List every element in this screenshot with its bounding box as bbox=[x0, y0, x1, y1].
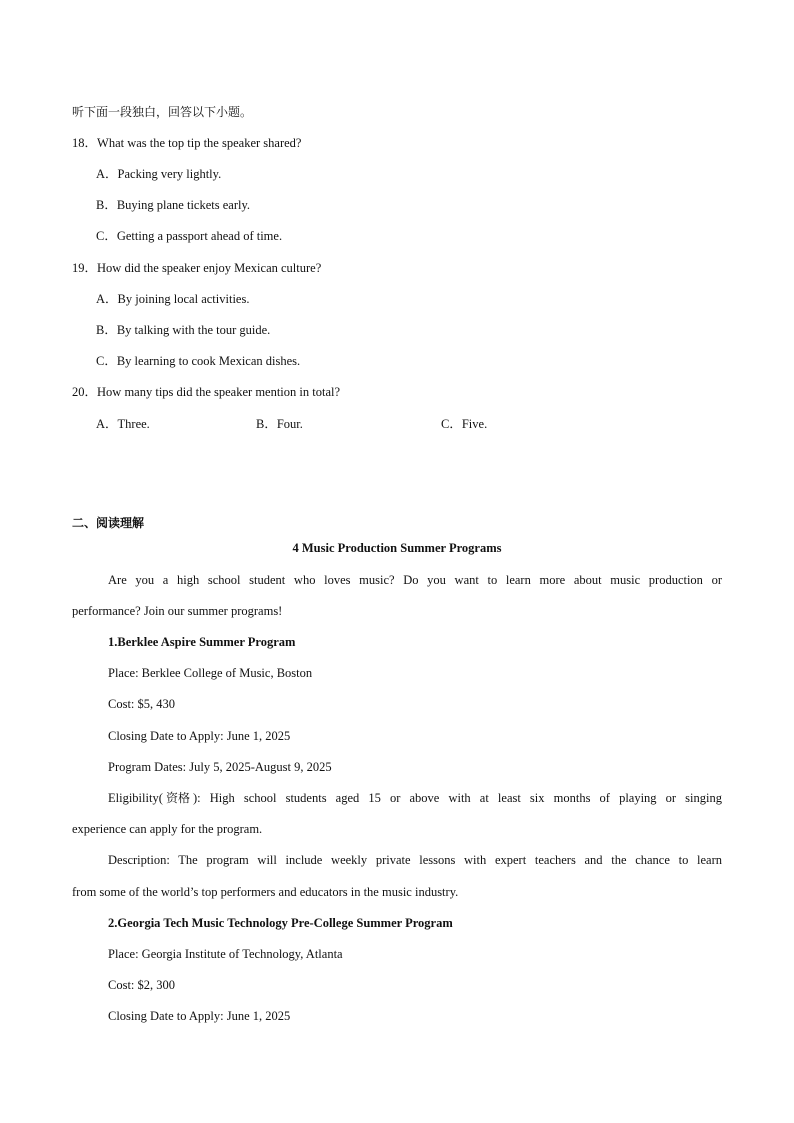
option-text: Five. bbox=[461, 417, 488, 431]
option-text: By learning to cook Mexican dishes. bbox=[116, 354, 301, 368]
option-letter: C． bbox=[441, 417, 462, 431]
option-letter: B． bbox=[96, 198, 117, 212]
option-text: By joining local activities. bbox=[117, 292, 250, 306]
option-text: Getting a passport ahead of time. bbox=[116, 229, 283, 243]
option-19-b bbox=[96, 322, 270, 338]
program-2-closing-date: Closing Date to Apply: June 1, 2025 bbox=[108, 1009, 291, 1023]
program-1-dates: Program Dates: July 5, 2025-August 9, 2025 bbox=[108, 760, 332, 774]
option-19-c bbox=[96, 353, 300, 369]
option-20-b bbox=[256, 416, 303, 432]
question-18 bbox=[72, 135, 301, 151]
intro-line-2: performance? Join our summer programs! bbox=[72, 604, 283, 618]
option-letter: C． bbox=[96, 354, 117, 368]
section-heading: 二、阅读理解 bbox=[72, 516, 145, 530]
eligibility-chinese: 资格 bbox=[165, 791, 190, 805]
program-1-place: Place: Berklee College of Music, Boston bbox=[108, 666, 313, 680]
question-20 bbox=[72, 384, 340, 400]
program-1-description-line-1: Description: The program will include weekly private lessons with expert teachers and the chance to learn bbox=[108, 853, 722, 867]
question-number: 18． bbox=[72, 136, 98, 150]
option-18-a bbox=[96, 166, 221, 182]
listening-instruction: 听下面一段独白，回答以下小题。 bbox=[72, 105, 253, 119]
option-letter: B． bbox=[96, 323, 117, 337]
program-1-cost: Cost: $5, 430 bbox=[108, 697, 176, 711]
program-1-description-line-2: from some of the world’s top performers and educators in the music industry. bbox=[72, 885, 459, 899]
option-letter: A． bbox=[96, 417, 118, 431]
option-20-c bbox=[441, 416, 487, 432]
option-18-c bbox=[96, 228, 282, 244]
option-text: Packing very lightly. bbox=[117, 167, 222, 181]
option-text: Four. bbox=[276, 417, 303, 431]
question-text: What was the top tip the speaker shared? bbox=[97, 136, 302, 150]
program-1-heading: 1.Berklee Aspire Summer Program bbox=[108, 635, 296, 649]
option-20-a bbox=[96, 416, 150, 432]
eligibility-label-group bbox=[108, 790, 190, 806]
passage-title: 4 Music Production Summer Programs bbox=[292, 541, 502, 555]
question-number: 19． bbox=[72, 261, 98, 275]
question-19 bbox=[72, 260, 321, 276]
question-number: 20． bbox=[72, 385, 98, 399]
question-text: How did the speaker enjoy Mexican culture? bbox=[97, 261, 322, 275]
option-text: By talking with the tour guide. bbox=[116, 323, 271, 337]
option-letter: A． bbox=[96, 292, 118, 306]
program-1-closing-date: Closing Date to Apply: June 1, 2025 bbox=[108, 729, 291, 743]
option-text: Three. bbox=[117, 417, 150, 431]
program-1-eligibility-line-2: experience can apply for the program. bbox=[72, 822, 263, 836]
option-18-b bbox=[96, 197, 250, 213]
option-letter: A． bbox=[96, 167, 118, 181]
program-1-eligibility-line-1 bbox=[108, 790, 722, 806]
option-letter: C． bbox=[96, 229, 117, 243]
eligibility-label: Eligibility( bbox=[108, 791, 163, 805]
intro-line-1: Are you a high school student who loves music? Do you want to learn more about music production or bbox=[108, 573, 722, 587]
eligibility-text: ): High school students aged 15 or above with at least six months of playing or singing bbox=[193, 791, 722, 805]
program-2-cost: Cost: $2, 300 bbox=[108, 978, 176, 992]
option-text: Buying plane tickets early. bbox=[116, 198, 251, 212]
program-2-heading: 2.Georgia Tech Music Technology Pre-College Summer Program bbox=[108, 916, 453, 930]
option-19-a bbox=[96, 291, 249, 307]
question-text: How many tips did the speaker mention in total? bbox=[97, 385, 341, 399]
program-2-place: Place: Georgia Institute of Technology, Atlanta bbox=[108, 947, 343, 961]
option-letter: B． bbox=[256, 417, 277, 431]
